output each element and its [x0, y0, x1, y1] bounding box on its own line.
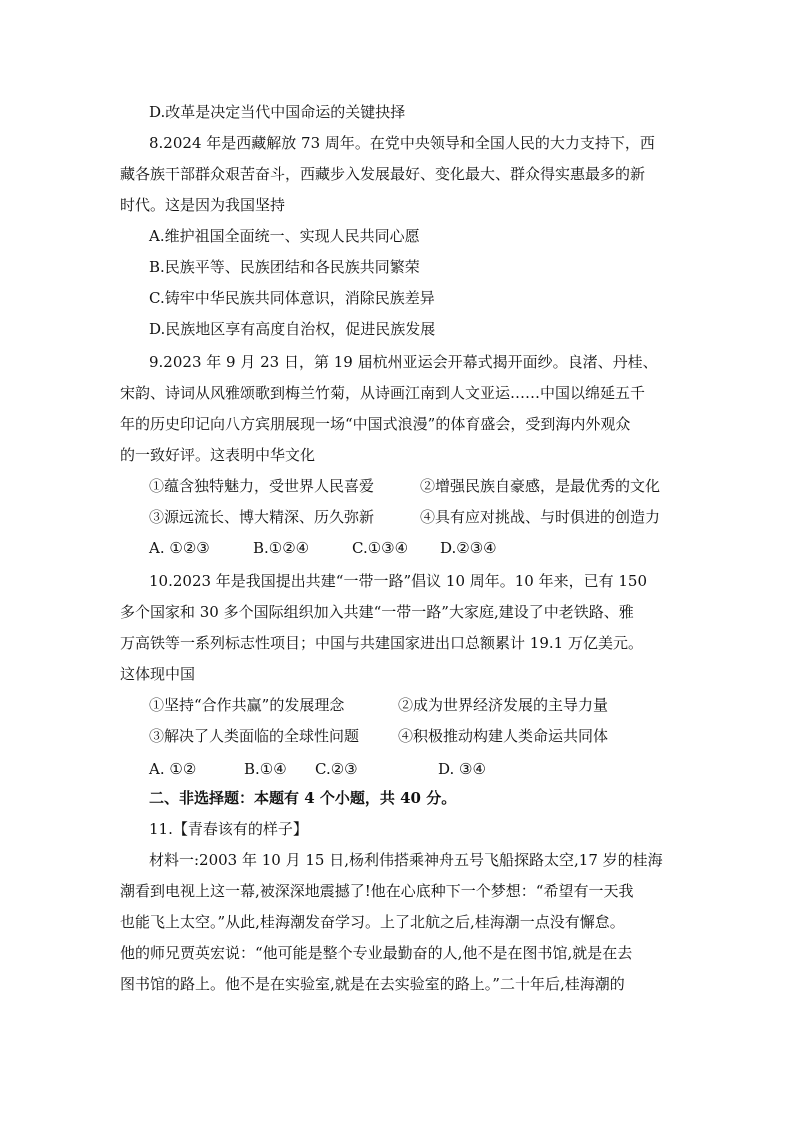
q11-material-line-2: 潮看到电视上这一幕,被深深地震撼了!他在心底种下一个梦想：“希望有一天我 — [120, 882, 634, 900]
q10-stem-line-3: 万高铁等一系列标志性项目；中国与共建国家进出口总额累计 19.1 万亿美元。 — [120, 634, 643, 652]
q8-stem-line-3: 时代。这是因为我国坚持 — [120, 196, 286, 214]
q8-stem-line-1: 8.2024 年是西藏解放 73 周年。在党中央领导和全国人民的大力支持下，西 — [149, 134, 655, 152]
q10-stem-line-4: 这体现中国 — [120, 665, 196, 683]
q10-item-4: ④积极推动构建人类命运共同体 — [398, 727, 609, 745]
q8-option-d: D.民族地区享有高度自治权，促进民族发展 — [149, 320, 436, 338]
q11-material-line-1: 材料一:2003 年 10 月 15 日,杨利伟搭乘神舟五号飞船探路太空,17 岁的桂海 — [149, 851, 663, 869]
q11-material-line-4: 他的师兄贾英宏说：“他可能是整个专业最勤奋的人,他不是在图书馆,就是在去 — [120, 944, 633, 962]
q11-material-line-5: 图书馆的路上。他不是在实验室,就是在去实验室的路上。”二十年后,桂海潮的 — [120, 975, 625, 993]
q11-material-line-3: 也能飞上太空。”从此,桂海潮发奋学习。上了北航之后,桂海潮一点没有懈怠。 — [120, 913, 625, 931]
q9-choice-b: B.①②④ — [253, 539, 310, 557]
q9-choice-c: C.①③④ — [352, 539, 409, 557]
q8-option-a: A.维护祖国全面统一、实现人民共同心愿 — [149, 227, 420, 245]
q10-item-3: ③解决了人类面临的全球性问题 — [149, 727, 360, 745]
q8-option-b: B.民族平等、民族团结和各民族共同繁荣 — [149, 258, 420, 276]
q10-item-1: ①坚持“合作共赢”的发展理念 — [149, 696, 345, 714]
q9-item-3: ③源远流长、博大精深、历久弥新 — [149, 508, 375, 526]
q9-item-4: ④具有应对挑战、与时俱进的创造力 — [420, 508, 661, 526]
q10-stem-line-2: 多个国家和 30 多个国际组织加入共建“一带一路”大家庭,建设了中老铁路、雅 — [120, 603, 634, 621]
q9-item-2: ②增强民族自豪感，是最优秀的文化 — [420, 477, 661, 495]
q9-stem-line-1: 9.2023 年 9 月 23 日，第 19 届杭州亚运会开幕式揭开面纱。良渚、丹桂、 — [149, 353, 658, 371]
section-heading: 二、非选择题：本题有 4 个小题，共 40 分。 — [149, 789, 457, 807]
q10-choice-a: A. ①② — [149, 760, 197, 778]
q9-stem-line-3: 年的历史印记向八方宾朋展现一场“中国式浪漫”的体育盛会，受到海内外观众 — [120, 415, 631, 433]
q9-item-1: ①蕴含独特魅力，受世界人民喜爱 — [149, 477, 375, 495]
q9-stem-line-2: 宋韵、诗词从风雅颂歌到梅兰竹菊，从诗画江南到人文亚运……中国以绵延五千 — [120, 384, 646, 402]
q9-choice-d: D.②③④ — [440, 539, 497, 557]
q7-option-d: D.改革是决定当代中国命运的关键抉择 — [149, 103, 406, 121]
q9-stem-line-4: 的一致好评。这表明中华文化 — [120, 446, 316, 464]
q8-option-c: C.铸牢中华民族共同体意识，消除民族差异 — [149, 289, 435, 307]
q9-choice-a: A. ①②③ — [149, 539, 210, 557]
q10-choice-d: D. ③④ — [438, 760, 486, 778]
q10-item-2: ②成为世界经济发展的主导力量 — [398, 696, 609, 714]
q10-choice-b: B.①④ — [244, 760, 287, 778]
q10-stem-line-1: 10.2023 年是我国提出共建“一带一路”倡议 10 周年。10 年来，已有 150 — [149, 572, 648, 590]
q11-title: 11.【青春该有的样子】 — [149, 820, 308, 838]
q10-choice-c: C.②③ — [315, 760, 358, 778]
q8-stem-line-2: 藏各族干部群众艰苦奋斗，西藏步入发展最好、变化最大、群众得实惠最多的新 — [120, 165, 646, 183]
